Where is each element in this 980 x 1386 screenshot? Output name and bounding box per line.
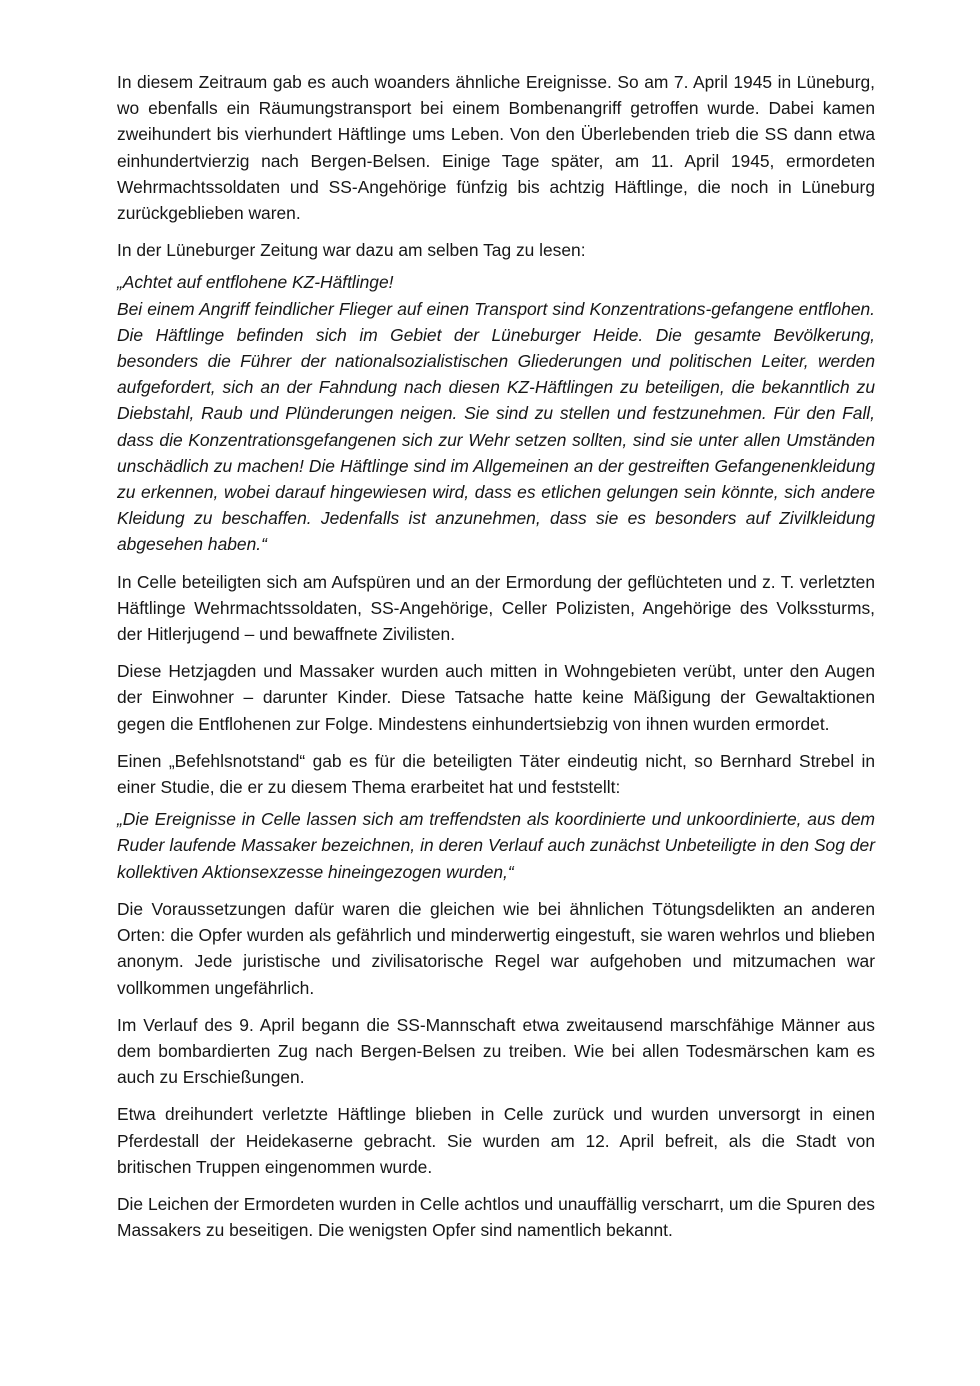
paragraph-preconditions: Die Voraussetzungen dafür waren die gleichen wie bei ähnlichen Tötungsdelikten an anderen Orten: die Opfer wurden als gefährlich und minderwertig eingestuft, sie waren wehrlos und blieben anonym. Jede juristische und zivilisatorische Regel war aufgehoben und mitzumachen war vollkommen ungefährlich. [117,898,875,998]
paragraph-newspaper-intro: In der Lüneburger Zeitung war dazu am selben Tag zu lesen: [117,240,586,261]
paragraph-lueneburg-events: In diesem Zeitraum gab es auch woanders ähnliche Ereignisse. So am 7. April 1945 in Lüneburg, wo ebenfalls ein Räumungstransport bei einem Bombenangriff getroffen wurde. Dabei kamen zweihundert bis vierhundert Häftlinge ums Leben. Von den Überlebenden trieb die SS dann etwa einhundertvierzig nach Bergen-Belsen. Einige Tage später, am 11. April 1945, ermordeten Wehrmachtssoldaten und SS-Angehörige fünfzig bis achtzig Häftlinge, die noch in Lüneburg zurückgeblieben waren. [117,72,875,224]
document-page [117,69,875,1254]
quote-newspaper-body: Bei einem Angriff feindlicher Flieger auf einen Transport sind Konzentrations-gefangene entflohen. Die Häftlinge befinden sich im Gebiet der Lüneburger Heide. Die gesamte Bevölkerung, besonders die Führer der nationalsozialistischen Gliederungen und politischen Leiter, werden aufgefordert, sich an der Fahndung nach diesen KZ-Häftlingen zu beteiligen, die bekanntlich zu Diebstahl, Raub und Plünderungen neigen. Sie sind zu stellen und festzunehmen. Für den Fall, dass die Konzentrationsgefangenen sich zur Wehr setzen sollten, sind sie unter allen Umständen unschädlich zu machen! Die Häftlinge sind im Allgemeinen an der gestreiften Gefangenenkleidung zu erkennen, wobei darauf hingewiesen wird, dass es etlichen gelungen sein könnte, sich andere Kleidung zu beschaffen. Jedenfalls ist anzunehmen, dass sie es besonders auf Zivilkleidung abgesehen haben.“ [117,298,875,555]
paragraph-injured-prisoners: Etwa dreihundert verletzte Häftlinge blieben in Celle zurück und wurden unversorgt in einen Pferdestall der Heidekaserne gebracht. Sie wurden am 12. April befreit, als die Stadt von britischen Truppen eingenommen wurde. [117,1104,875,1177]
paragraph-befehlsnotstand: Einen „Befehlsnotstand“ gab es für die beteiligten Täter eindeutig nicht, so Bernhard Strebel in einer Studie, die er zu diesem Thema erarbeitet hat und feststellt: [117,750,875,798]
quote-strebel: „Die Ereignisse in Celle lassen sich am treffendsten als koordinierte und unkoordinierte, aus dem Ruder laufende Massaker bezeichnen, in deren Verlauf auch zunächst Unbeteiligte in den Sog der kollektiven Aktionsexzesse hineingezogen wurden,“ [117,809,875,882]
paragraph-manhunts: Diese Hetzjagden und Massaker wurden auch mitten in Wohngebieten verübt, unter den Augen der Einwohner – darunter Kinder. Diese Tatsache hatte keine Mäßigung der Gewaltaktionen gegen die Entflohenen zur Folge. Mindestens einhundertsiebzig von ihnen wurden ermordet. [117,661,875,734]
quote-newspaper-headline: „Achtet auf entflohene KZ-Häftlinge! [117,272,394,293]
paragraph-burials: Die Leichen der Ermordeten wurden in Celle achtlos und unauffällig verscharrt, um die Spuren des Massakers zu beseitigen. Die wenigsten Opfer sind namentlich bekannt. [117,1193,875,1241]
quote-newspaper [117,269,875,557]
paragraph-celle-participants: In Celle beteiligten sich am Aufspüren und an der Ermordung der geflüchteten und z. T. verletzten Häftlinge Wehrmachtssoldaten, SS-Angehörige, Celler Polizisten, Angehörige des Volkssturms, der Hitlerjugend – und bewaffnete Zivilisten. [117,571,875,645]
paragraph-death-march: Im Verlauf des 9. April begann die SS-Mannschaft etwa zweitausend marschfähige Männer aus dem bombardierten Zug nach Bergen-Belsen zu treiben. Wie bei allen Todesmärschen kam es auch zu Erschießungen. [117,1014,875,1088]
